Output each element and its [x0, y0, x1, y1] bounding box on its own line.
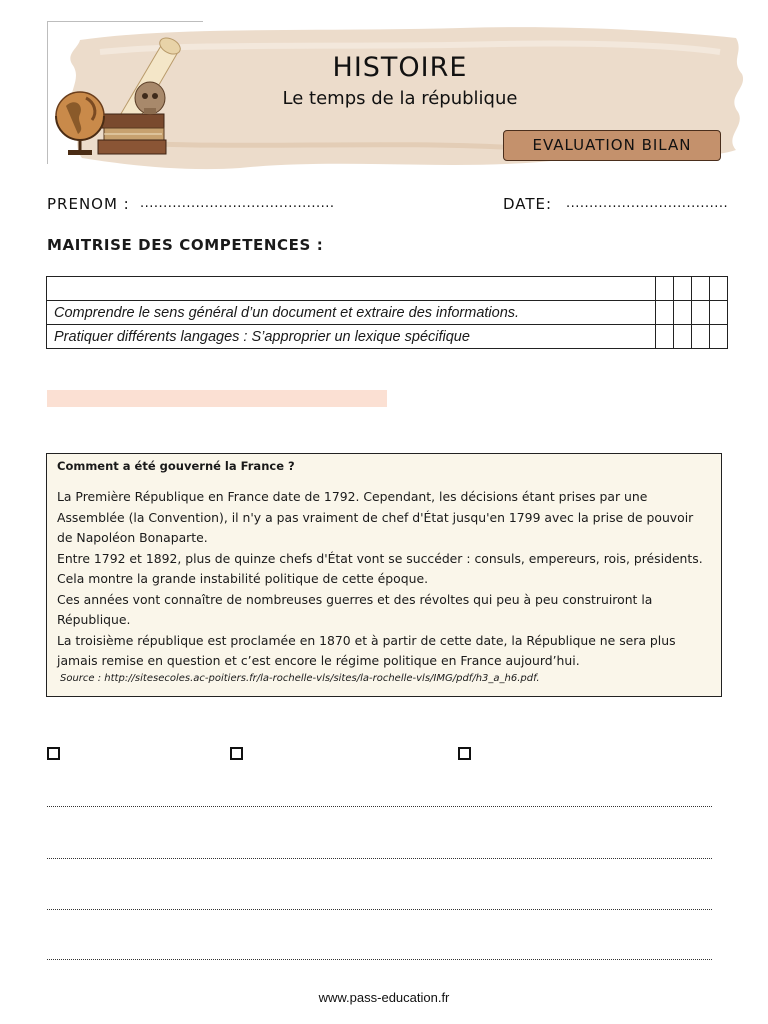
answer-checkbox[interactable]: [458, 747, 471, 760]
document-title: Comment a été gouverné la France ?: [57, 459, 295, 473]
evaluation-cell[interactable]: [710, 277, 728, 301]
document-box: [46, 453, 722, 697]
competences-title: MAITRISE DES COMPETENCES :: [47, 236, 324, 254]
evaluation-cell[interactable]: [710, 301, 728, 325]
table-row: [47, 325, 728, 349]
highlight-bar: [47, 390, 387, 407]
answer-checkbox[interactable]: [47, 747, 60, 760]
evaluation-cell[interactable]: [674, 277, 692, 301]
answer-line[interactable]: [47, 858, 712, 859]
prenom-field[interactable]: ..........................................: [140, 196, 335, 211]
table-row: [47, 277, 728, 301]
evaluation-cell[interactable]: [692, 277, 710, 301]
competence-label: [47, 277, 656, 301]
answer-line[interactable]: [47, 959, 712, 960]
competence-label: Comprendre le sens général d’un document et extraire des informations.: [47, 301, 656, 325]
date-field[interactable]: ...................................: [566, 196, 729, 211]
evaluation-cell[interactable]: [674, 325, 692, 349]
evaluation-badge: EVALUATION BILAN: [503, 130, 721, 161]
date-label: DATE:: [503, 195, 553, 213]
page-title: HISTOIRE: [332, 52, 468, 83]
answer-line[interactable]: [47, 909, 712, 910]
evaluation-cell[interactable]: [710, 325, 728, 349]
competence-label: Pratiquer différents langages : S’approprier un lexique spécifique: [47, 325, 656, 349]
prenom-label: PRENOM :: [47, 195, 130, 213]
table-row: [47, 301, 728, 325]
document-text: La Première République en France date de 1792. Cependant, les décisions étant prises par une Assemblée (la Convention), il n'y a pas vraiment de chef d'État jusqu'en 1799 avec la prise de pouvoir de Napoléon Bonaparte. Entre 1792 et 1892, plus de quinze chefs d'État vont se succéder : consuls, empereurs, rois, présidents. Cela montre la grande instabilité politique de cette époque. Ces années vont connaître de nombreuses guerres et des révoltes qui peu à peu construiront la République. La troisième république est proclamée en 1870 et à partir de cette date, la République ne sera plus jamais remise en question et c’est encore le régime politique en France aujourd’hui.: [57, 489, 703, 668]
evaluation-cell[interactable]: [656, 301, 674, 325]
evaluation-cell[interactable]: [674, 301, 692, 325]
document-source: Source : http://sitesecoles.ac-poitiers.fr/la-rochelle-vls/sites/la-rochelle-vls/IMG/pdf/h3_a_h6.pdf.: [60, 672, 540, 684]
answer-line[interactable]: [47, 806, 712, 807]
page-subtitle: Le temps de la république: [282, 88, 518, 109]
answer-checkbox[interactable]: [230, 747, 243, 760]
globe-scroll-books-icon: [50, 28, 200, 160]
evaluation-cell[interactable]: [692, 301, 710, 325]
evaluation-cell[interactable]: [692, 325, 710, 349]
evaluation-cell[interactable]: [656, 325, 674, 349]
footer-url: www.pass-education.fr: [318, 990, 450, 1005]
competences-table: [46, 276, 728, 349]
evaluation-cell[interactable]: [656, 277, 674, 301]
